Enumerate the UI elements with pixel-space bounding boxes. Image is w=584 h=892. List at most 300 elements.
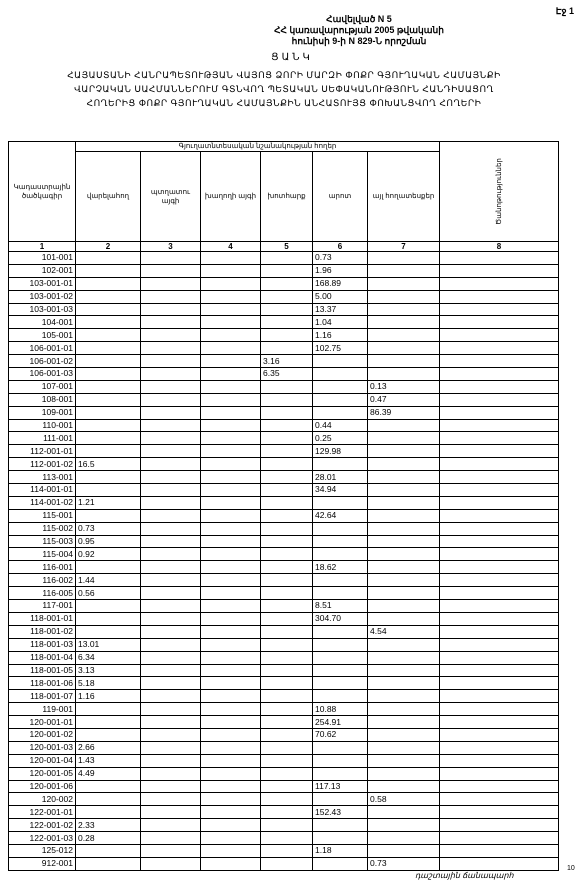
notes-cell: [440, 290, 559, 303]
other-land-cell: [368, 277, 440, 290]
notes-cell: [440, 432, 559, 445]
arable-land-cell: [76, 612, 141, 625]
table-row: [9, 651, 559, 664]
arable-land-cell: 0.92: [76, 548, 141, 561]
other-land-cell: [368, 780, 440, 793]
total-label: դաշտային ճանապարհ: [415, 871, 514, 880]
arable-land-cell: 1.43: [76, 754, 141, 767]
notes-cell: [440, 342, 559, 355]
table-row: [9, 406, 559, 419]
cadastral-code-cell: 115-002: [9, 522, 76, 535]
notes-cell: [440, 819, 559, 832]
vineyard-cell: [201, 329, 261, 342]
pasture-cell: 254.91: [313, 716, 368, 729]
arable-land-cell: [76, 432, 141, 445]
cadastral-code-cell: 120-001-04: [9, 754, 76, 767]
arable-land-cell: [76, 277, 141, 290]
pasture-cell: [313, 496, 368, 509]
pasture-cell: 152.43: [313, 806, 368, 819]
hayfield-cell: [261, 767, 313, 780]
orchard-cell: [141, 754, 201, 767]
hayfield-cell: [261, 703, 313, 716]
hayfield-cell: [261, 509, 313, 522]
other-land-cell: [368, 252, 440, 265]
column-header-other-land: այլ հողատեսքեր: [368, 152, 440, 242]
hayfield-cell: [261, 535, 313, 548]
orchard-cell: [141, 380, 201, 393]
notes-header-label: Ծանոթություններ: [495, 158, 503, 225]
column-header-vineyard: խաղողի այգի: [201, 152, 261, 242]
arable-land-cell: [76, 419, 141, 432]
orchard-cell: [141, 342, 201, 355]
cadastral-code-cell: 125-012: [9, 844, 76, 857]
table-row: [9, 741, 559, 754]
list-title: ՑԱՆԿ: [271, 52, 313, 63]
pasture-cell: [313, 368, 368, 381]
orchard-cell: [141, 522, 201, 535]
vineyard-cell: [201, 625, 261, 638]
vineyard-cell: [201, 509, 261, 522]
hayfield-cell: [261, 484, 313, 497]
orchard-cell: [141, 716, 201, 729]
notes-cell: [440, 471, 559, 484]
cadastral-code-cell: 112-001-02: [9, 458, 76, 471]
notes-cell: [440, 664, 559, 677]
notes-cell: [440, 368, 559, 381]
pasture-cell: [313, 548, 368, 561]
orchard-cell: [141, 496, 201, 509]
column-header-pasture: արոտ: [313, 152, 368, 242]
table-row: [9, 509, 559, 522]
cadastral-code-cell: 118-001-04: [9, 651, 76, 664]
vineyard-cell: [201, 445, 261, 458]
other-land-cell: [368, 754, 440, 767]
vineyard-cell: [201, 535, 261, 548]
pasture-cell: 129.98: [313, 445, 368, 458]
cadastral-code-cell: 912-001: [9, 857, 76, 870]
cadastral-code-cell: 117-001: [9, 600, 76, 613]
table-row: [9, 368, 559, 381]
arable-land-cell: [76, 380, 141, 393]
cadastral-code-cell: 120-001-05: [9, 767, 76, 780]
cadastral-code-cell: 102-001: [9, 264, 76, 277]
hayfield-cell: [261, 600, 313, 613]
notes-cell: [440, 329, 559, 342]
hayfield-cell: [261, 716, 313, 729]
table-row: [9, 625, 559, 638]
table-row: [9, 638, 559, 651]
cadastral-code-cell: 109-001: [9, 406, 76, 419]
other-land-cell: [368, 651, 440, 664]
pasture-cell: 0.73: [313, 252, 368, 265]
pasture-cell: 304.70: [313, 612, 368, 625]
orchard-cell: [141, 471, 201, 484]
arable-land-cell: [76, 728, 141, 741]
table-row: [9, 600, 559, 613]
orchard-cell: [141, 651, 201, 664]
hayfield-cell: [261, 857, 313, 870]
appendix-header: [244, 14, 474, 47]
arable-land-cell: 1.16: [76, 690, 141, 703]
other-land-cell: [368, 664, 440, 677]
orchard-cell: [141, 548, 201, 561]
pasture-cell: 1.04: [313, 316, 368, 329]
cadastral-code-cell: 106-001-01: [9, 342, 76, 355]
pasture-cell: 1.16: [313, 329, 368, 342]
other-land-cell: [368, 600, 440, 613]
hayfield-cell: [261, 316, 313, 329]
orchard-cell: [141, 535, 201, 548]
arable-land-cell: [76, 561, 141, 574]
vineyard-cell: [201, 638, 261, 651]
cadastral-code-cell: 103-001-03: [9, 303, 76, 316]
appendix-line: ՀՀ կառավարության 2005 թվականի: [274, 25, 444, 35]
table-row: [9, 587, 559, 600]
pasture-cell: [313, 587, 368, 600]
cadastral-code-cell: 120-001-01: [9, 716, 76, 729]
pasture-cell: 0.44: [313, 419, 368, 432]
notes-cell: [440, 728, 559, 741]
vineyard-cell: [201, 574, 261, 587]
other-land-cell: [368, 484, 440, 497]
table-row: [9, 677, 559, 690]
cadastral-code-cell: 120-001-02: [9, 728, 76, 741]
pasture-cell: [313, 793, 368, 806]
table-row: [9, 844, 559, 857]
orchard-cell: [141, 690, 201, 703]
cadastral-code-cell: 116-002: [9, 574, 76, 587]
notes-cell: [440, 419, 559, 432]
cadastral-code-cell: 112-001-01: [9, 445, 76, 458]
hayfield-cell: [261, 277, 313, 290]
arable-land-cell: [76, 857, 141, 870]
orchard-cell: [141, 316, 201, 329]
pasture-cell: 102.75: [313, 342, 368, 355]
cadastral-code-cell: 120-001-03: [9, 741, 76, 754]
arable-land-cell: 16.5: [76, 458, 141, 471]
pasture-cell: [313, 754, 368, 767]
cadastral-code-cell: 114-001-01: [9, 484, 76, 497]
orchard-cell: [141, 677, 201, 690]
pasture-cell: [313, 355, 368, 368]
cadastral-code-cell: 122-001-03: [9, 832, 76, 845]
vineyard-cell: [201, 316, 261, 329]
orchard-cell: [141, 819, 201, 832]
arable-land-cell: [76, 406, 141, 419]
vineyard-cell: [201, 458, 261, 471]
table-row: [9, 342, 559, 355]
other-land-cell: [368, 844, 440, 857]
hayfield-cell: [261, 587, 313, 600]
notes-cell: [440, 484, 559, 497]
vineyard-cell: [201, 587, 261, 600]
pasture-cell: [313, 741, 368, 754]
vineyard-cell: [201, 380, 261, 393]
cadastral-code-cell: 108-001: [9, 393, 76, 406]
table-row: [9, 819, 559, 832]
arable-land-cell: [76, 368, 141, 381]
other-land-cell: [368, 355, 440, 368]
table-row: [9, 471, 559, 484]
hayfield-cell: [261, 496, 313, 509]
table-row: [9, 303, 559, 316]
orchard-cell: [141, 587, 201, 600]
other-land-cell: [368, 303, 440, 316]
arable-land-cell: [76, 484, 141, 497]
arable-land-cell: 0.28: [76, 832, 141, 845]
vineyard-cell: [201, 832, 261, 845]
column-number: 8: [440, 242, 559, 252]
pasture-cell: 0.25: [313, 432, 368, 445]
other-land-cell: [368, 548, 440, 561]
pasture-cell: [313, 651, 368, 664]
vineyard-cell: [201, 728, 261, 741]
notes-cell: [440, 690, 559, 703]
orchard-cell: [141, 368, 201, 381]
notes-cell: [440, 316, 559, 329]
notes-cell: [440, 252, 559, 265]
cadastral-code-cell: 106-001-03: [9, 368, 76, 381]
hayfield-cell: [261, 819, 313, 832]
orchard-cell: [141, 728, 201, 741]
vineyard-cell: [201, 780, 261, 793]
table-row: [9, 393, 559, 406]
orchard-cell: [141, 638, 201, 651]
table-row: [9, 767, 559, 780]
orchard-cell: [141, 432, 201, 445]
hayfield-cell: [261, 380, 313, 393]
column-number: 5: [261, 242, 313, 252]
hayfield-cell: [261, 638, 313, 651]
notes-cell: [440, 780, 559, 793]
table-row: [9, 277, 559, 290]
notes-cell: [440, 445, 559, 458]
hayfield-cell: [261, 806, 313, 819]
table-row: [9, 728, 559, 741]
cadastral-code-cell: 101-001: [9, 252, 76, 265]
orchard-cell: [141, 458, 201, 471]
vineyard-cell: [201, 303, 261, 316]
arable-land-cell: 2.66: [76, 741, 141, 754]
pasture-cell: [313, 832, 368, 845]
vineyard-cell: [201, 496, 261, 509]
orchard-cell: [141, 612, 201, 625]
cadastral-code-cell: 118-001-07: [9, 690, 76, 703]
table-row: [9, 793, 559, 806]
hayfield-cell: 3.16: [261, 355, 313, 368]
table-row: [9, 690, 559, 703]
hayfield-cell: [261, 574, 313, 587]
hayfield-cell: [261, 754, 313, 767]
other-land-cell: [368, 342, 440, 355]
orchard-cell: [141, 406, 201, 419]
hayfield-cell: 6.35: [261, 368, 313, 381]
notes-cell: [440, 355, 559, 368]
cadastral-code-cell: 118-001-03: [9, 638, 76, 651]
arable-land-cell: 0.73: [76, 522, 141, 535]
hayfield-cell: [261, 832, 313, 845]
arable-land-cell: [76, 393, 141, 406]
notes-cell: [440, 406, 559, 419]
table-row: [9, 290, 559, 303]
column-number: 3: [141, 242, 201, 252]
orchard-cell: [141, 664, 201, 677]
column-number: 2: [76, 242, 141, 252]
notes-cell: [440, 857, 559, 870]
arable-land-cell: [76, 509, 141, 522]
orchard-cell: [141, 767, 201, 780]
notes-cell: [440, 844, 559, 857]
title-line: ՎԱՐՉԱԿԱՆ ՍԱՀՄԱՆՆԵՐՈՒՄ ԳՏՆՎՈՂ ՊԵՏԱԿԱՆ ՍԵՓԱԿԱՆՈՒԹՅՈՒՆ ՀԱՆԴԻՍԱՑՈՂ: [74, 84, 494, 94]
table-body: [9, 252, 559, 871]
column-header-hayfield: խոտհարք: [261, 152, 313, 242]
arable-land-cell: [76, 625, 141, 638]
column-number: 7: [368, 242, 440, 252]
pasture-cell: [313, 690, 368, 703]
other-land-cell: [368, 368, 440, 381]
vineyard-cell: [201, 767, 261, 780]
cadastral-code-cell: 106-001-02: [9, 355, 76, 368]
vineyard-cell: [201, 664, 261, 677]
hayfield-cell: [261, 471, 313, 484]
other-land-cell: [368, 290, 440, 303]
arable-land-cell: [76, 716, 141, 729]
notes-cell: [440, 703, 559, 716]
table-row: [9, 432, 559, 445]
notes-cell: [440, 496, 559, 509]
notes-cell: [440, 806, 559, 819]
table-row: [9, 664, 559, 677]
orchard-cell: [141, 625, 201, 638]
notes-cell: [440, 574, 559, 587]
notes-cell: [440, 380, 559, 393]
pasture-cell: 34.94: [313, 484, 368, 497]
notes-cell: [440, 793, 559, 806]
pasture-cell: 42.64: [313, 509, 368, 522]
other-land-cell: [368, 561, 440, 574]
pasture-cell: 18.62: [313, 561, 368, 574]
other-land-cell: 4.54: [368, 625, 440, 638]
notes-cell: [440, 458, 559, 471]
notes-cell: [440, 754, 559, 767]
hayfield-cell: [261, 561, 313, 574]
appendix-line: Հավելված N 5: [326, 14, 392, 24]
pasture-cell: [313, 535, 368, 548]
pasture-cell: [313, 458, 368, 471]
orchard-cell: [141, 329, 201, 342]
orchard-cell: [141, 600, 201, 613]
hayfield-cell: [261, 522, 313, 535]
pasture-cell: 10.88: [313, 703, 368, 716]
hayfield-cell: [261, 458, 313, 471]
table-row: [9, 329, 559, 342]
arable-land-cell: 1.21: [76, 496, 141, 509]
cadastral-code-cell: 110-001: [9, 419, 76, 432]
other-land-cell: [368, 638, 440, 651]
other-land-cell: 0.73: [368, 857, 440, 870]
title-line: ՀՈՂԵՐԻՑ ՓՈՔՐ ԳՅՈՒՂԱԿԱՆ ՀԱՄԱՅՆՔԻՆ ԱՆՀԱՏՈՒՅՑ ՓՈԽԱՆՑՎՈՂ ՀՈՂԵՐԻ: [86, 98, 482, 108]
vineyard-cell: [201, 522, 261, 535]
other-land-cell: [368, 496, 440, 509]
hayfield-cell: [261, 664, 313, 677]
orchard-cell: [141, 445, 201, 458]
column-number: 4: [201, 242, 261, 252]
vineyard-cell: [201, 754, 261, 767]
notes-cell: [440, 600, 559, 613]
column-number: 1: [9, 242, 76, 252]
page-number: Էջ 1: [555, 6, 574, 16]
hayfield-cell: [261, 780, 313, 793]
orchard-cell: [141, 355, 201, 368]
table-row: [9, 548, 559, 561]
other-land-cell: [368, 471, 440, 484]
vineyard-cell: [201, 277, 261, 290]
table-row: [9, 419, 559, 432]
orchard-cell: [141, 703, 201, 716]
other-land-cell: [368, 677, 440, 690]
column-header-notes: [440, 142, 559, 242]
notes-cell: [440, 832, 559, 845]
arable-land-cell: [76, 445, 141, 458]
vineyard-cell: [201, 406, 261, 419]
arable-land-cell: [76, 793, 141, 806]
vineyard-cell: [201, 393, 261, 406]
land-table: [8, 141, 559, 871]
arable-land-cell: [76, 471, 141, 484]
pasture-cell: [313, 393, 368, 406]
other-land-cell: [368, 432, 440, 445]
pasture-cell: [313, 819, 368, 832]
table-row: [9, 484, 559, 497]
orchard-cell: [141, 484, 201, 497]
arable-land-cell: [76, 844, 141, 857]
pasture-cell: [313, 406, 368, 419]
cadastral-code-cell: 103-001-02: [9, 290, 76, 303]
column-header-arable-land: վարելահող: [76, 152, 141, 242]
table-row: [9, 264, 559, 277]
pasture-cell: [313, 380, 368, 393]
other-land-cell: 0.47: [368, 393, 440, 406]
arable-land-cell: 4.49: [76, 767, 141, 780]
arable-land-cell: 1.44: [76, 574, 141, 587]
other-land-cell: 86.39: [368, 406, 440, 419]
pasture-cell: 1.96: [313, 264, 368, 277]
hayfield-cell: [261, 264, 313, 277]
notes-cell: [440, 264, 559, 277]
other-land-cell: [368, 728, 440, 741]
table-row: [9, 832, 559, 845]
arable-land-cell: 0.56: [76, 587, 141, 600]
vineyard-cell: [201, 819, 261, 832]
cadastral-code-cell: 107-001: [9, 380, 76, 393]
arable-land-cell: [76, 329, 141, 342]
pasture-cell: [313, 522, 368, 535]
vineyard-cell: [201, 432, 261, 445]
hayfield-cell: [261, 677, 313, 690]
pasture-cell: 5.00: [313, 290, 368, 303]
cadastral-code-cell: 119-001: [9, 703, 76, 716]
arable-land-cell: [76, 600, 141, 613]
hayfield-cell: [261, 728, 313, 741]
table-row: [9, 316, 559, 329]
table-row: [9, 612, 559, 625]
vineyard-cell: [201, 612, 261, 625]
margin-mark: 10: [567, 865, 575, 872]
arable-land-cell: 6.34: [76, 651, 141, 664]
column-header-cadastral-code: Կադաստրային ծածկագիր: [9, 142, 76, 242]
appendix-line: հունիսի 9-ի N 829-Ն որոշման: [291, 36, 427, 46]
other-land-cell: [368, 767, 440, 780]
